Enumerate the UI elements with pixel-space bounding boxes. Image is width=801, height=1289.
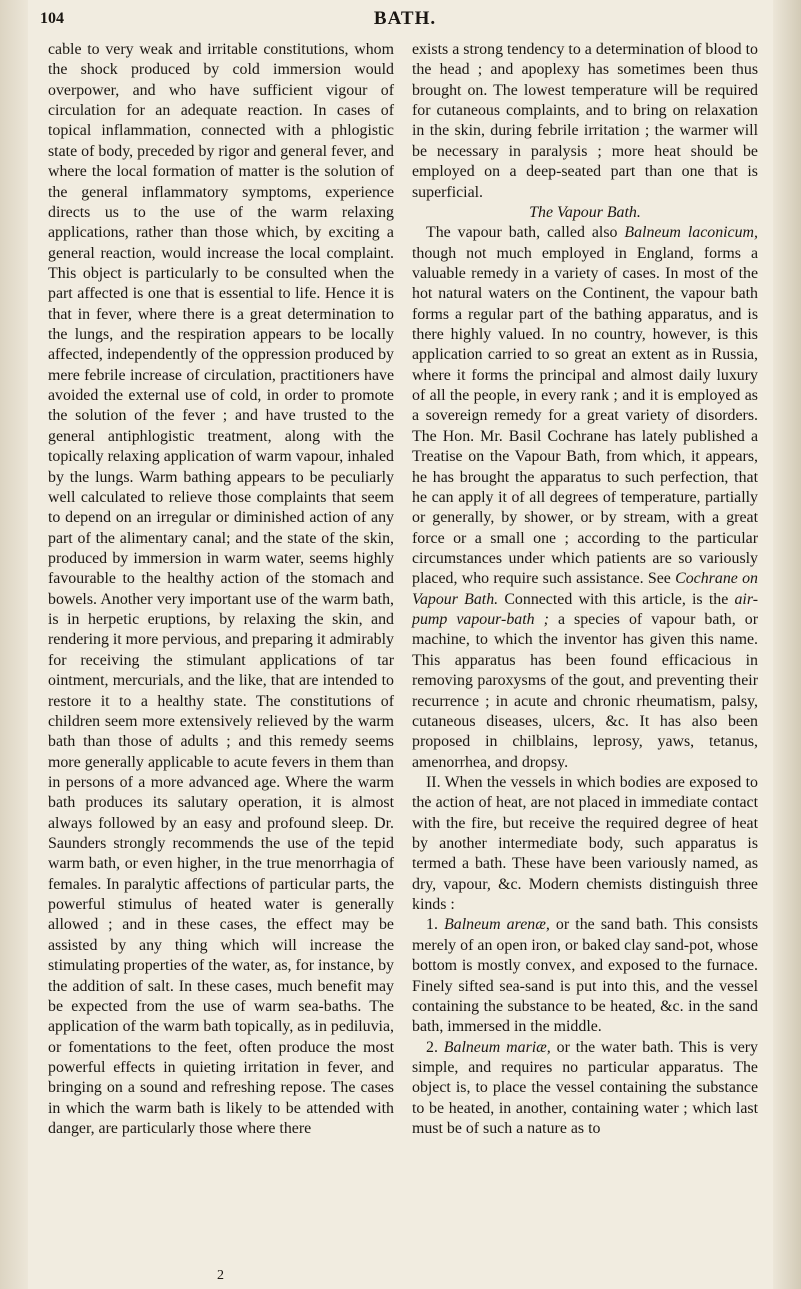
right-column — [412, 40, 758, 1139]
right-page-edge — [773, 0, 801, 1289]
right-paragraph-2: The vapour bath, called also Balneum laconicum, though not much employed in England, forms a valuable remedy in a variety of cases. In most of the hot natural waters on the Continent, the vapour bath forms a regular part of the bathing apparatus, and is there highly valued. In no country, however, is this application carried to so great an extent as in Russia, where it forms the principal and almost daily luxury of all the people, in every rank ; and it is employed as a sovereign remedy for a great variety of disorders. The Hon. Mr. Basil Cochrane has lately published a Treatise on the Vapour Bath, from which, it appears, he has brought the apparatus to such perfection, that he can apply it of all degrees of temperature, partially or generally, by shower, or by stream, with a great force or a small one ; according to the particular circumstances under which patients are so variously placed, who require such assistance. See Cochrane on Vapour Bath. Connected with this article, is the air-pump vapour-bath ; a species of vapour bath, or machine, to which the inventor has given this name. This apparatus has been found efficacious in removing paroxysms of the gout, and preventing their recurrence ; in acute and chronic rheumatism, palsy, cutaneous diseases, ulcers, &c. It has also been proposed in chilblains, leprosy, yaws, tetanus, amenorrhea, and dropsy. — [412, 224, 758, 771]
page-number: 104 — [40, 10, 64, 27]
left-page-edge — [0, 0, 28, 1289]
left-paragraph: cable to very weak and irritable constitutions, whom the shock produced by cold immersion would overpower, and who have sufficient vigour of circulation for an adequate reaction. In cases of topical inflammation, connected with a phlogistic state of body, preceded by rigor and general fever, and where the local formation of matter is the solution of the general inflammatory symptoms, experience directs us to the use of the warm relaxing applications, rather than those which, by exciting a general reaction, would increase the local complaint. This object is particularly to be consulted when the part affected is one that is essential to life. Hence it is that in fever, where there is a great determination to the lungs, and the respiration appears to be locally affected, independently of the oppression produced by mere febrile increase of circulation, practitioners have avoided the external use of cold, in order to promote the solution of the fever ; and have trusted to the general antiphlogistic treatment, along with the topically relaxing application of warm vapour, inhaled by the lungs. Warm bathing appears to be peculiarly well calculated to relieve those complaints that seem to depend on an irregular or diminished action of any part of the alimentary canal; and the state of the skin, produced by immersion in warm water, seems highly favourable to the healthy action of the stomach and bowels. Another very important use of the warm bath, is in herpetic eruptions, by relaxing the skin, and rendering it more pervious, and preparing it admirably for receiving the stimulant applications of tar ointment, mercurials, and the like, that are intended to restore it to a healthy state. The constitutions of children seem more extensively relieved by the warm bath than those of adults ; and this remedy seems more generally applicable to acute fevers in them than in persons of a more advanced age. Where the warm bath produces its salutary operation, it is almost always followed by an easy and profound sleep. Dr. Saunders strongly recommends the use of the tepid warm bath, or even higher, in the true menorrhagia of females. In paralytic affections of particular parts, the powerful stimulus of heated water is generally allowed ; and in these cases, the effect may be assisted by any thing which will increase the stimulating properties of the water, as, for instance, by the addition of salt. In these cases, much benefit may be expected from the use of warm sea-baths. The application of the warm bath topically, as in pediluvia, or fomentations to the feet, often produce the most powerful effects in quieting irritation in fever, and bringing on a sound and refreshing repose. The cases in which the warm bath is likely to be attended with danger, are particularly those where there — [48, 41, 394, 1138]
section-heading: The Vapour Bath. — [529, 203, 641, 221]
page-header — [40, 6, 770, 36]
right-paragraph-3: II. When the vessels in which bodies are exposed to the action of heat, are not placed in immediate contact with the fire, but receive the required degree of heat by another intermediate body, such apparatus is termed a bath. These have been variously named, as dry, vapour, &c. Modern chemists distinguish three kinds : — [412, 773, 758, 914]
right-paragraph-4: 1. Balneum arenæ, or the sand bath. This consists merely of an open iron, or baked clay sand-pot, whose bottom is mostly convex, and exposed to the furnace. Finely sifted sea-sand is put into this, and the vessel containing the substance to be heated, &c. in the sand bath, immersed in the middle. — [412, 916, 759, 1036]
right-paragraph-5: 2. Balneum mariæ, or the water bath. This is very simple, and requires no particular apparatus. The object is, to place the vessel containing the substance to be heated, in another, containing water ; which last must be of such a nature as to — [412, 1038, 758, 1138]
left-column — [48, 40, 394, 1139]
signature-mark: 2 — [217, 1268, 224, 1283]
running-head: BATH. — [373, 8, 437, 29]
right-paragraph-1: exists a strong tendency to a determination of blood to the head ; and apoplexy has sometimes been thus brought on. The lowest temperature will be required for cutaneous complaints, and to bring on relaxation in the skin, during febrile irritation ; the warmer will be necessary in paralysis ; more heat should be employed on a deep-seated part than one that is superficial. — [412, 41, 758, 201]
